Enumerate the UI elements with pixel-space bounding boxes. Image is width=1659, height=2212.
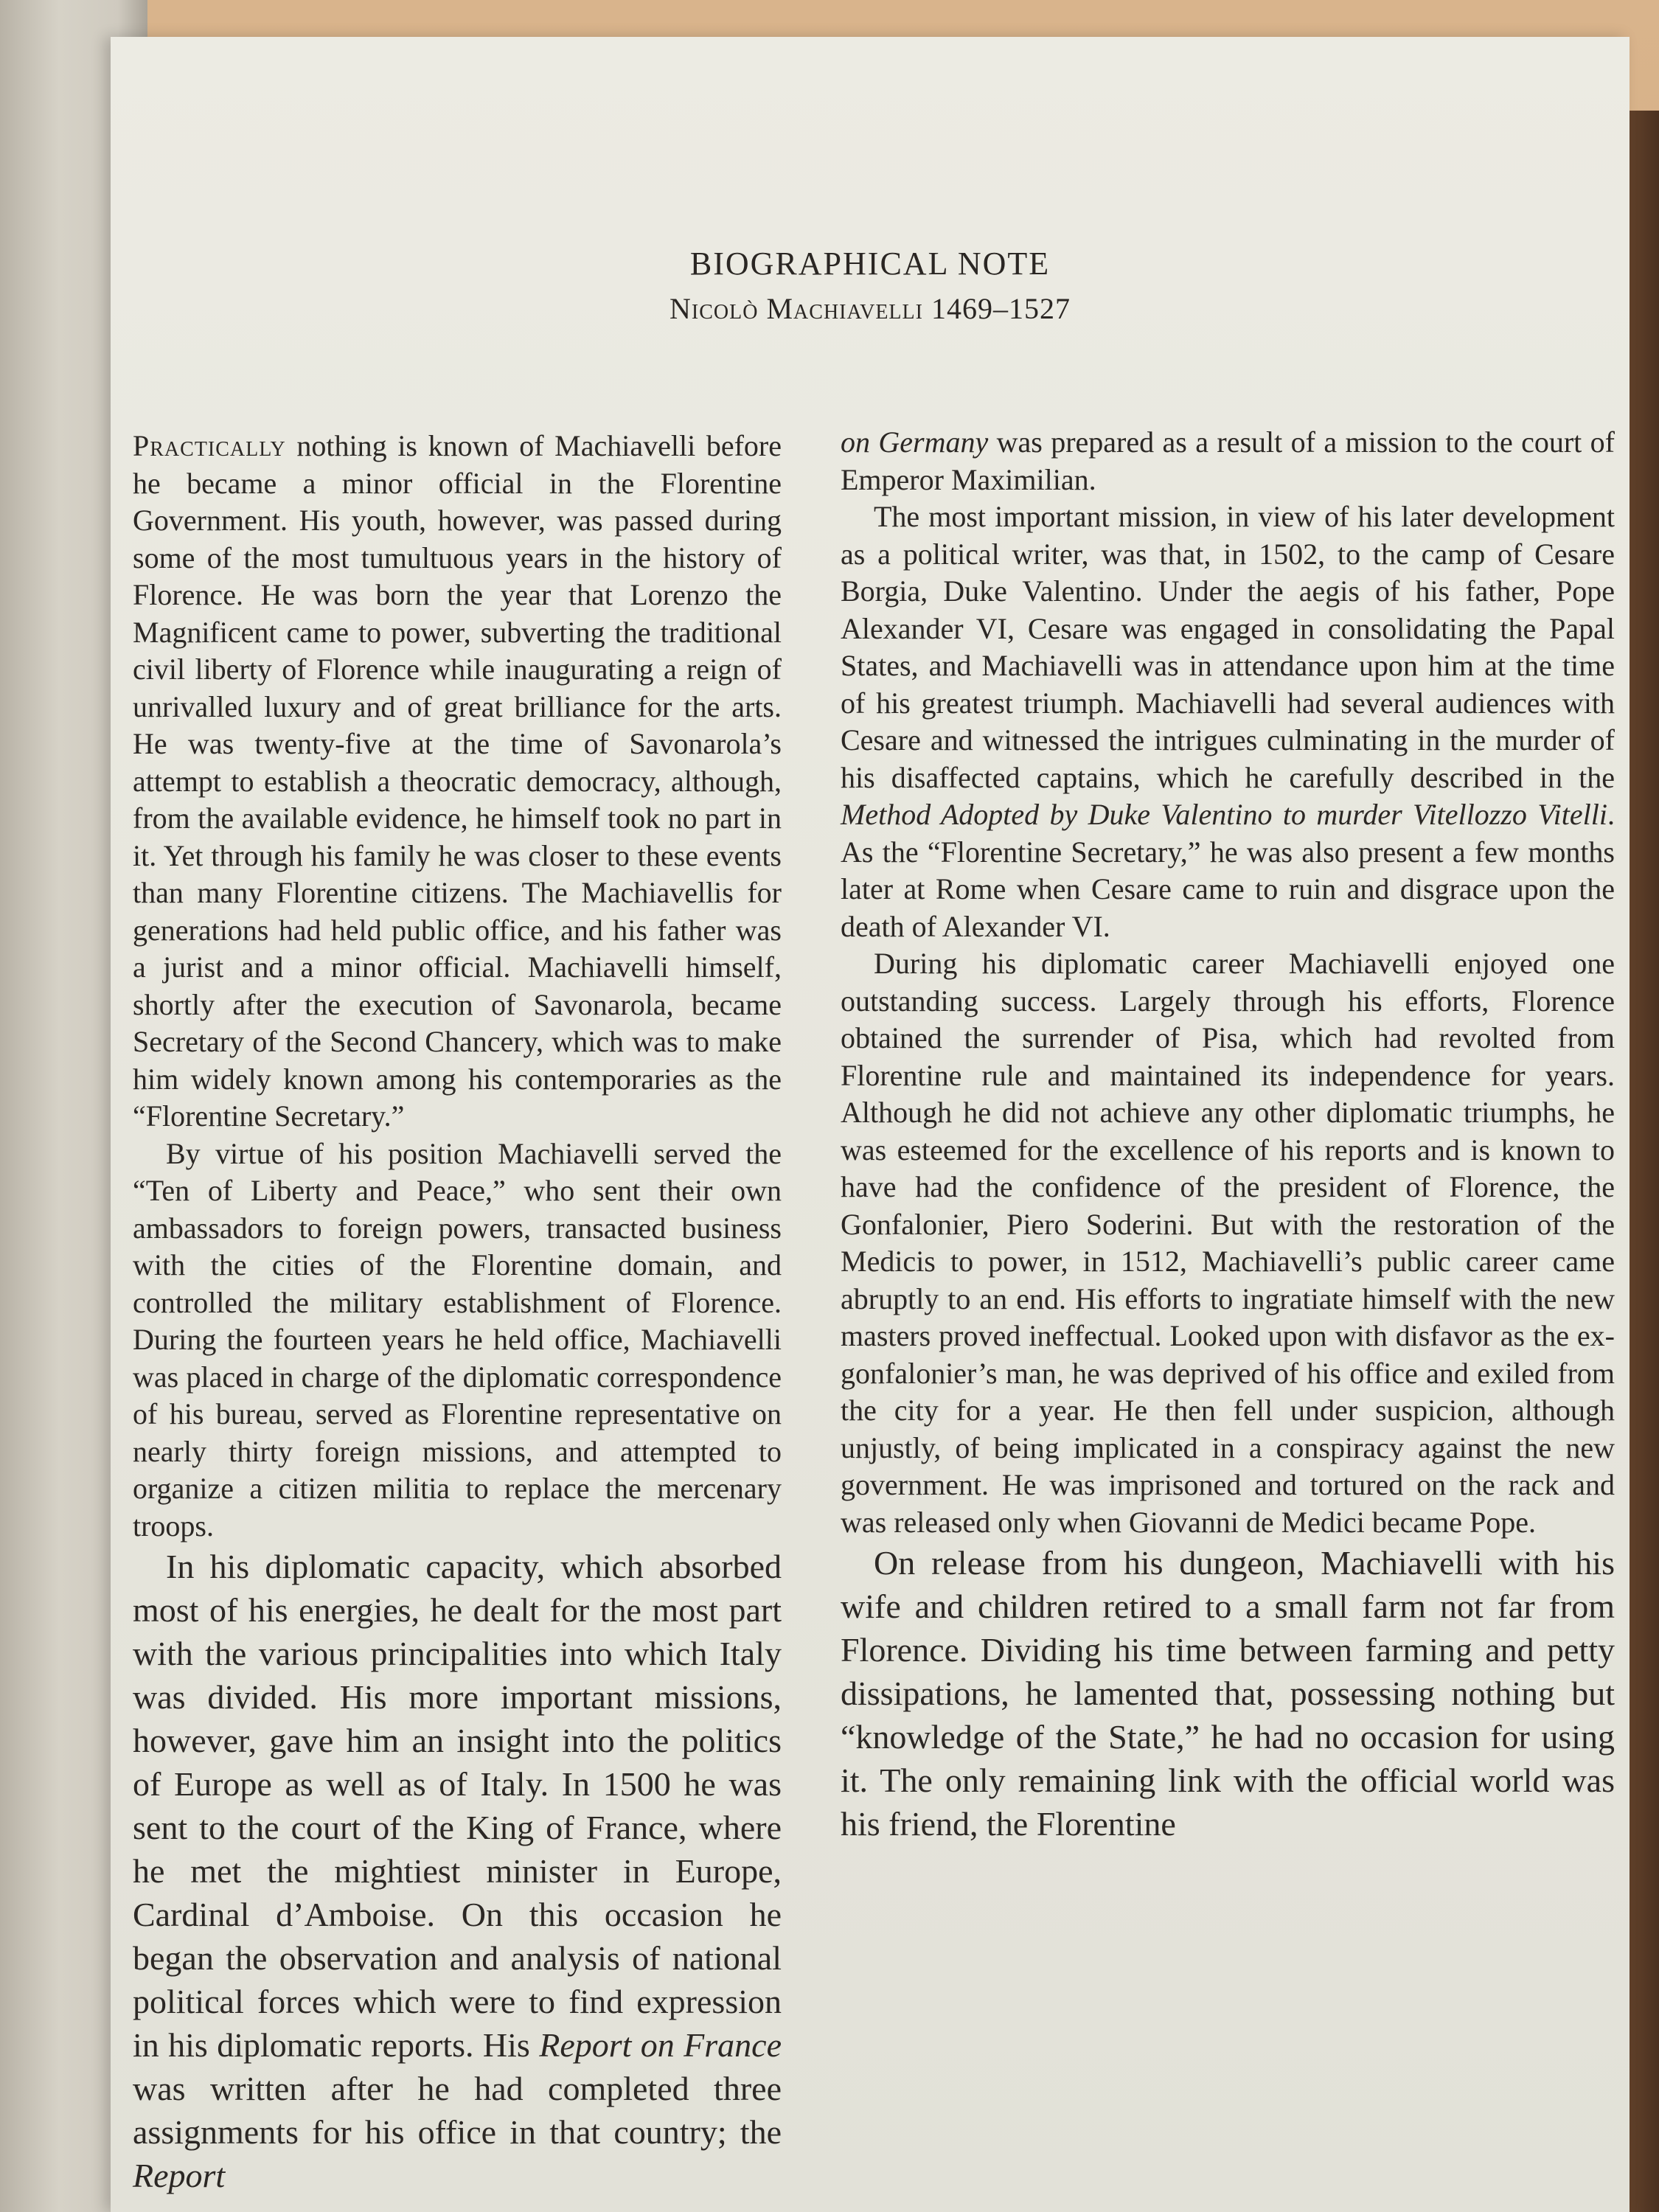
method-adopted-title: Method Adopted by Duke Valentino to murder Vitellozzo Vitelli [841,798,1607,831]
paragraph-1 [133,428,782,1135]
paragraph-3-text-a: In his diplomatic capacity, which absorbed most of his energies, he dealt for the most part with the various principalities into which Italy was divided. His more important missions, however, gave him an insight into the politics of Europe as well as of Italy. In 1500 he was sent to the court of the King of France, where he met the mightiest minister in Europe, Cardinal d’Amboise. On this occasion he began the observation and analysis of national political forces which were to find expression in his diplomatic reports. His [133,1548,782,2064]
continuation-text: was prepared as a result of a mission to the court of Emperor Maximilian. [841,425,1615,496]
paragraph-continuation [841,424,1615,498]
paragraph-3-text-b: was written after he had completed three assignments for his office in that country; the [133,2070,782,2151]
left-text-column [133,428,782,2197]
paragraph-4-text-b: . As the “Florentine Secretary,” he was also present a few months later at Rome when Cesare came to ruin and disgrace upon the death of Alexander VI. [841,798,1615,943]
paragraph-4 [841,498,1615,945]
report-title-fragment: Report [133,2157,226,2194]
paragraph-2: By virtue of his position Machiavelli served the “Ten of Liberty and Peace,” who sent their own ambassadors to foreign powers, transacted business with the cities of the Florentine domain, and controlled the military establishment of Florence. During the fourteen years he held office, Machiavelli was placed in charge of the diplomatic correspondence of his bureau, served as Florentine representative on nearly thirty foreign missions, and attempted to organize a citizen militia to replace the mercenary troops. [133,1136,782,1543]
paragraph-6: On release from his dungeon, Machiavelli with his wife and children retired to a small farm not far from Florence. Dividing his time between farming and petty dissipations, he lamented that, possessing nothing but “knowledge of the State,” he had no occasion for using it. The only remaining link with the official world was his friend, the Florentine [841,1544,1615,1843]
page-subtitle: Nicolò Machiavelli 1469–1527 [669,292,1071,325]
book-page [111,37,1630,2212]
paragraph-1-text: nothing is known of Machiavelli before he became a minor official in the Florentine Government. His youth, however, was passed during some of the most tumultuous years in the history of Florence. He was born the year that Lorenzo the Magnificent came to power, subverting the traditional civil liberty of Florence while inaugurating a reign of unrivalled luxury and of great brilliance for the arts. He was twenty-five at the time of Savonarola’s attempt to establish a theocratic democracy, although, from the available evidence, he himself took no part in it. Yet through his family he was closer to these events than many Florentine citizens. The Machiavellis for generations had held public office, and his father was a jurist and a minor official. Machiavelli himself, shortly after the execution of Savonarola, became Secretary of the Second Chancery, which was to make him widely known among his contemporaries as the “Florentine Secretary.” [133,429,782,1133]
paragraph-5: During his diplomatic career Machiavelli enjoyed one outstanding success. Largely through his efforts, Florence obtained the surrender of Pisa, which had revolted from Florentine rule and maintained its independence for years. Although he did not achieve any other diplomatic triumphs, he was esteemed for the excellence of his reports and is known to have had the confidence of the president of Florence, the Gonfalonier, Piero Soderini. But with the restoration of the Medicis to power, in 1512, Machiavelli’s public career came abruptly to an end. His efforts to ingratiate himself with the new masters proved ineffectual. Looked upon with disfavor as the ex-gonfalonier’s man, he was deprived of his office and exiled from the city for a year. He then fell under suspicion, although unjustly, of being implicated in a conspiracy against the new government. He was imprisoned and tortured on the rack and was released only when Giovanni de Medici became Pope. [841,947,1615,1539]
paragraph-3 [133,1545,782,2197]
lead-word: Practically [133,429,286,462]
page-title: BIOGRAPHICAL NOTE [689,246,1051,282]
paragraph-4-text-a: The most important mission, in view of his later development as a political writer, was that, in 1502, to the camp of Cesare Borgia, Duke Valentino. Under the aegis of his father, Pope Alexander VI, Cesare was engaged in consolidating the Papal States, and Machiavelli was in attendance upon him at the time of his greatest triumph. Machiavelli had several audiences with Cesare and witnessed the intrigues culminating in the murder of his disaffected captains, which he carefully described in the [841,500,1615,794]
on-germany-title: on Germany [841,425,989,459]
right-text-column [841,424,1615,1846]
report-on-france-title: Report on France [539,2026,782,2064]
